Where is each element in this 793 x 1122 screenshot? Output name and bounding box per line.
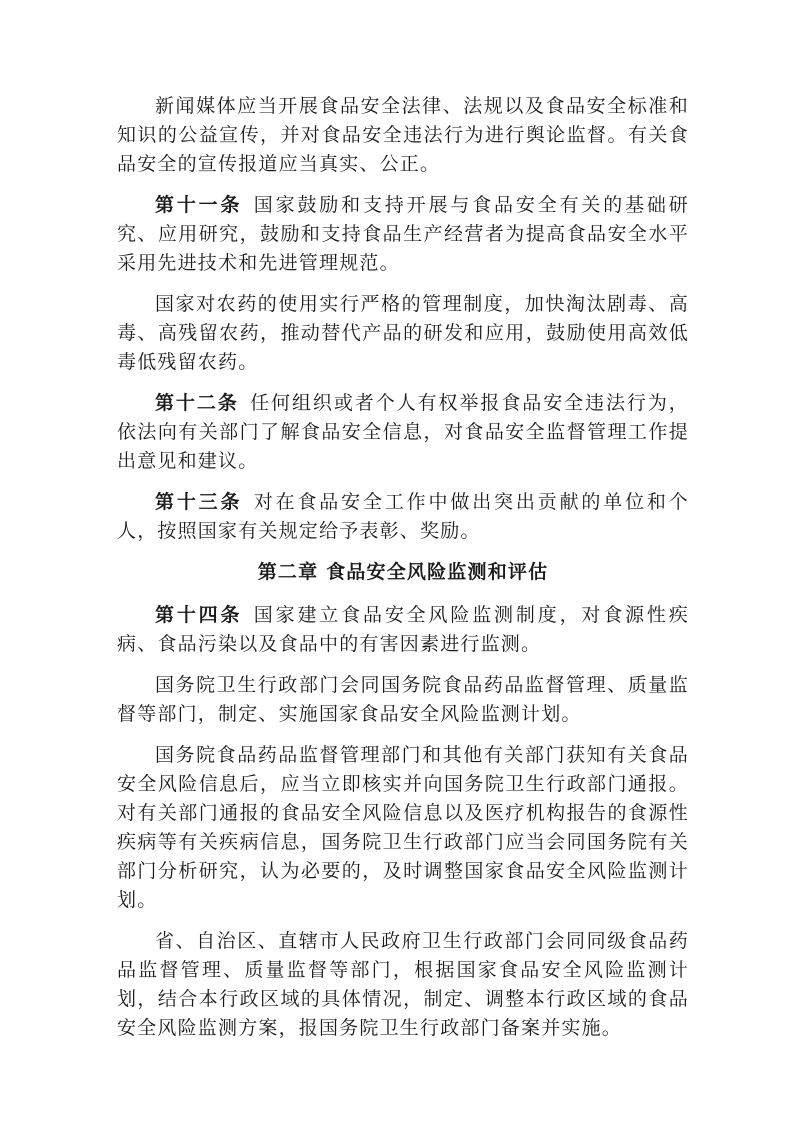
article-number: 第十二条	[155, 392, 239, 414]
chapter-heading: 第二章 食品安全风险监测和评估	[257, 561, 549, 583]
paragraph	[117, 488, 689, 546]
paragraph-text: 新闻媒体应当开展食品安全法律、法规以及食品安全标准和知识的公益宣传，并对食品安全违法行为进行舆论监督。有关食品安全的宣传报道应当真实、公正。	[117, 95, 689, 175]
article-number: 第十四条	[155, 604, 243, 626]
paragraph-text: 省、自治区、直辖市人民政府卫生行政部门会同同级食品药品监督管理、质量监督等部门，根据国家食品安全风险监测计划，结合本行政区域的具体情况，制定、调整本行政区域的食品安全风险监测方案，报国务院卫生行政部门备案并实施。	[117, 930, 689, 1039]
document-page	[117, 92, 689, 1055]
article-number: 第十一条	[155, 194, 243, 216]
paragraph-text: 国务院食品药品监督管理部门和其他有关部门获知有关食品安全风险信息后，应当立即核实并向国务院卫生行政部门通报。对有关部门通报的食品安全风险信息以及医疗机构报告的食源性疾病等有关疾病信息，国务院卫生行政部门应当会同国务院有关部门分析研究，认为必要的，及时调整国家食品安全风险监测计划。	[117, 744, 689, 911]
paragraph-text: 国务院卫生行政部门会同国务院食品药品监督管理、质量监督等部门，制定、实施国家食品安全风险监测计划。	[117, 674, 689, 725]
paragraph-text: 国家鼓励和支持开展与食品安全有关的基础研究、应用研究，鼓励和支持食品生产经营者为提高食品安全水平采用先进技术和先进管理规范。	[117, 194, 689, 274]
paragraph	[117, 191, 689, 278]
paragraph	[117, 927, 689, 1043]
paragraph-text: 国家建立食品安全风险监测制度，对食源性疾病、食品污染以及食品中的有害因素进行监测。	[117, 604, 689, 655]
article-number: 第十三条	[155, 491, 243, 513]
paragraph	[117, 601, 689, 659]
paragraph	[117, 671, 689, 729]
paragraph-text: 对在食品安全工作中做出突出贡献的单位和个人，按照国家有关规定给予表彰、奖励。	[117, 491, 689, 542]
paragraph	[117, 290, 689, 377]
paragraph-text: 任何组织或者个人有权举报食品安全违法行为，依法向有关部门了解食品安全信息，对食品安全监督管理工作提出意见和建议。	[117, 392, 689, 472]
paragraph-text: 国家对农药的使用实行严格的管理制度，加快淘汰剧毒、高毒、高残留农药，推动替代产品的研发和应用，鼓励使用高效低毒低残留农药。	[117, 293, 689, 373]
paragraph	[117, 92, 689, 179]
paragraph	[117, 741, 689, 915]
paragraph	[117, 389, 689, 476]
